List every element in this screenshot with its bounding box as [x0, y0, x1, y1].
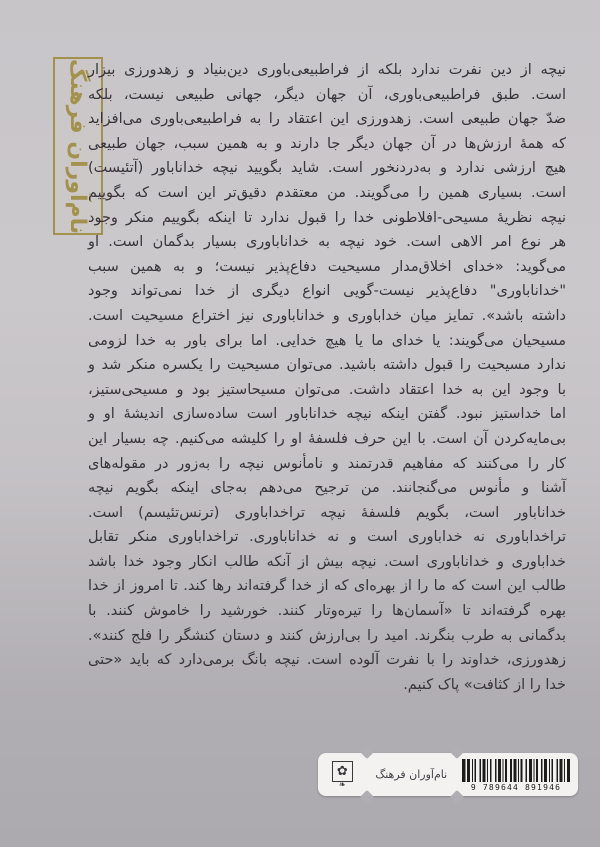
strip-notch [360, 790, 374, 804]
text-line: داشته باشد». تمایز میان خداباوری و خداناباوری نیز اختراع مسیحیت است. [88, 307, 566, 324]
emblem-stem-icon: ❧ [338, 778, 346, 790]
isbn-barcode [456, 755, 578, 795]
text-line: "خداناباوری" دفاع‌پذیر نیست-گویی انواع دیگری از خدا نمی‌تواند وجود [88, 283, 566, 300]
publisher-series-label: نام‌آوران فرهنگ [375, 768, 448, 781]
text-line: است. بسیاری همین را می‌گویند. من معتقدم دقیق‌تر این است که بگوییم [88, 184, 566, 201]
text-line: ندارد مسیحیت را قبول داشته باشید. می‌توان مسیحیت را یکسره منکر شد و [88, 357, 566, 374]
barcode-bars [462, 759, 570, 782]
text-line: نیچه از دین نفرت ندارد بلکه از فراطبیعی‌باوری دین‌بنیاد و زهدورزی بیزار [88, 62, 566, 78]
back-cover-text [88, 58, 566, 697]
strip-notch [360, 745, 374, 759]
series-banner-title: نام‌آوران فرهنگ [65, 58, 91, 234]
text-line: هیچ ارزشی ندارد و به‌دردنخور است. شاید بگویید نیچه خداناباور (آتئیست) [88, 160, 566, 177]
flower-emblem-icon: ✿ [332, 761, 353, 782]
text-line: طالب این است که ما را از بهره‌ای که از خدا گرفته‌اند رها کند. تا امروز از خدا [88, 578, 566, 595]
text-line: تراخداباوری نه خداباوری است و نه خداناباوری. تراخداباوری منکر تقابل [88, 529, 566, 546]
text-line: با وجود این به خدا اعتقاد داشت. می‌توان مسیحاستیز بود و مسیحی‌ستیز، [88, 381, 566, 398]
text-line: نیچه نظریهٔ مسیحی-افلاطونی خدا را قبول ندارد تا اینکه بگوییم منکر وجود [88, 209, 566, 226]
publisher-emblem [318, 761, 367, 789]
text-line: بی‌مایه‌کردن آن است. با این حرف فلسفهٔ او را کلیشه می‌کنیم. چه بسیار این [88, 430, 566, 447]
text-line: خداناباور است، بگویم فلسفهٔ نیچه تراخداباوری (ترنس‌تئیسم) است. [88, 504, 566, 521]
text-line: می‌گوید: «خدای اخلاق‌مدار مسیحیت دفاع‌پذیر نیست؛ و به همین سبب [88, 258, 566, 275]
text-line: آشنا و مأنوس می‌گنجانند. من ترجیح می‌دهم به‌جای اینکه بگویم نیچه [88, 480, 566, 497]
text-line: خدا را از کثافت» پاک کنیم. [403, 676, 566, 693]
text-line: کار را می‌کنند که مفاهیم قدرتمند و نامأنوس نیچه را به‌زور در مقوله‌های [88, 455, 566, 472]
text-line: خداباوری و خداناباوری است. نیچه بیش از آنکه طالب انکار وجود خدا باشد [88, 553, 566, 570]
footer-label-strip [318, 753, 578, 796]
text-line: است. طبق فراطبیعی‌باوری، آن جهان دیگر، جهانی طبیعی نیست، بلکه [88, 86, 566, 103]
text-line: مسیحیان می‌گویند: یا خدای ما یا هیچ خدایی. اما برای باور به خدا لزومی [88, 332, 566, 349]
text-line: که همهٔ ارزش‌ها در آن جهان دیگر جا دارند و به همین سبب، جهان طبیعی [88, 135, 566, 152]
isbn-number: 9 789644 891946 [470, 782, 562, 792]
text-line: هر نوع امر الاهی است. خود نیچه به خداناباوری بسیار بدگمان است. او [88, 234, 566, 251]
text-line: بدگمانی به طرب بنگرند. امید را بی‌ارزش کنند و دستان کنشگر را فلج کنند». [88, 627, 566, 644]
text-line: زهدورزی، خداوند را با نفرت آلوده است. نیچه بانگ برمی‌دارد که باید «حتی [88, 652, 566, 669]
text-line: ضدّ جهان طبیعی است. زهدورزی این اعتقاد را به فراطبیعی‌باوری می‌افزاید [88, 111, 566, 128]
text-line: بهره گرفته‌اند تا «آسمان‌ها را تیره‌وتار کنند. خورشید را خاموش کنند. با [88, 603, 566, 620]
text-line: اما خداستیز نبود. گفتن اینکه نیچه خداناباور است ساده‌سازی اندیشهٔ او و [88, 406, 566, 423]
